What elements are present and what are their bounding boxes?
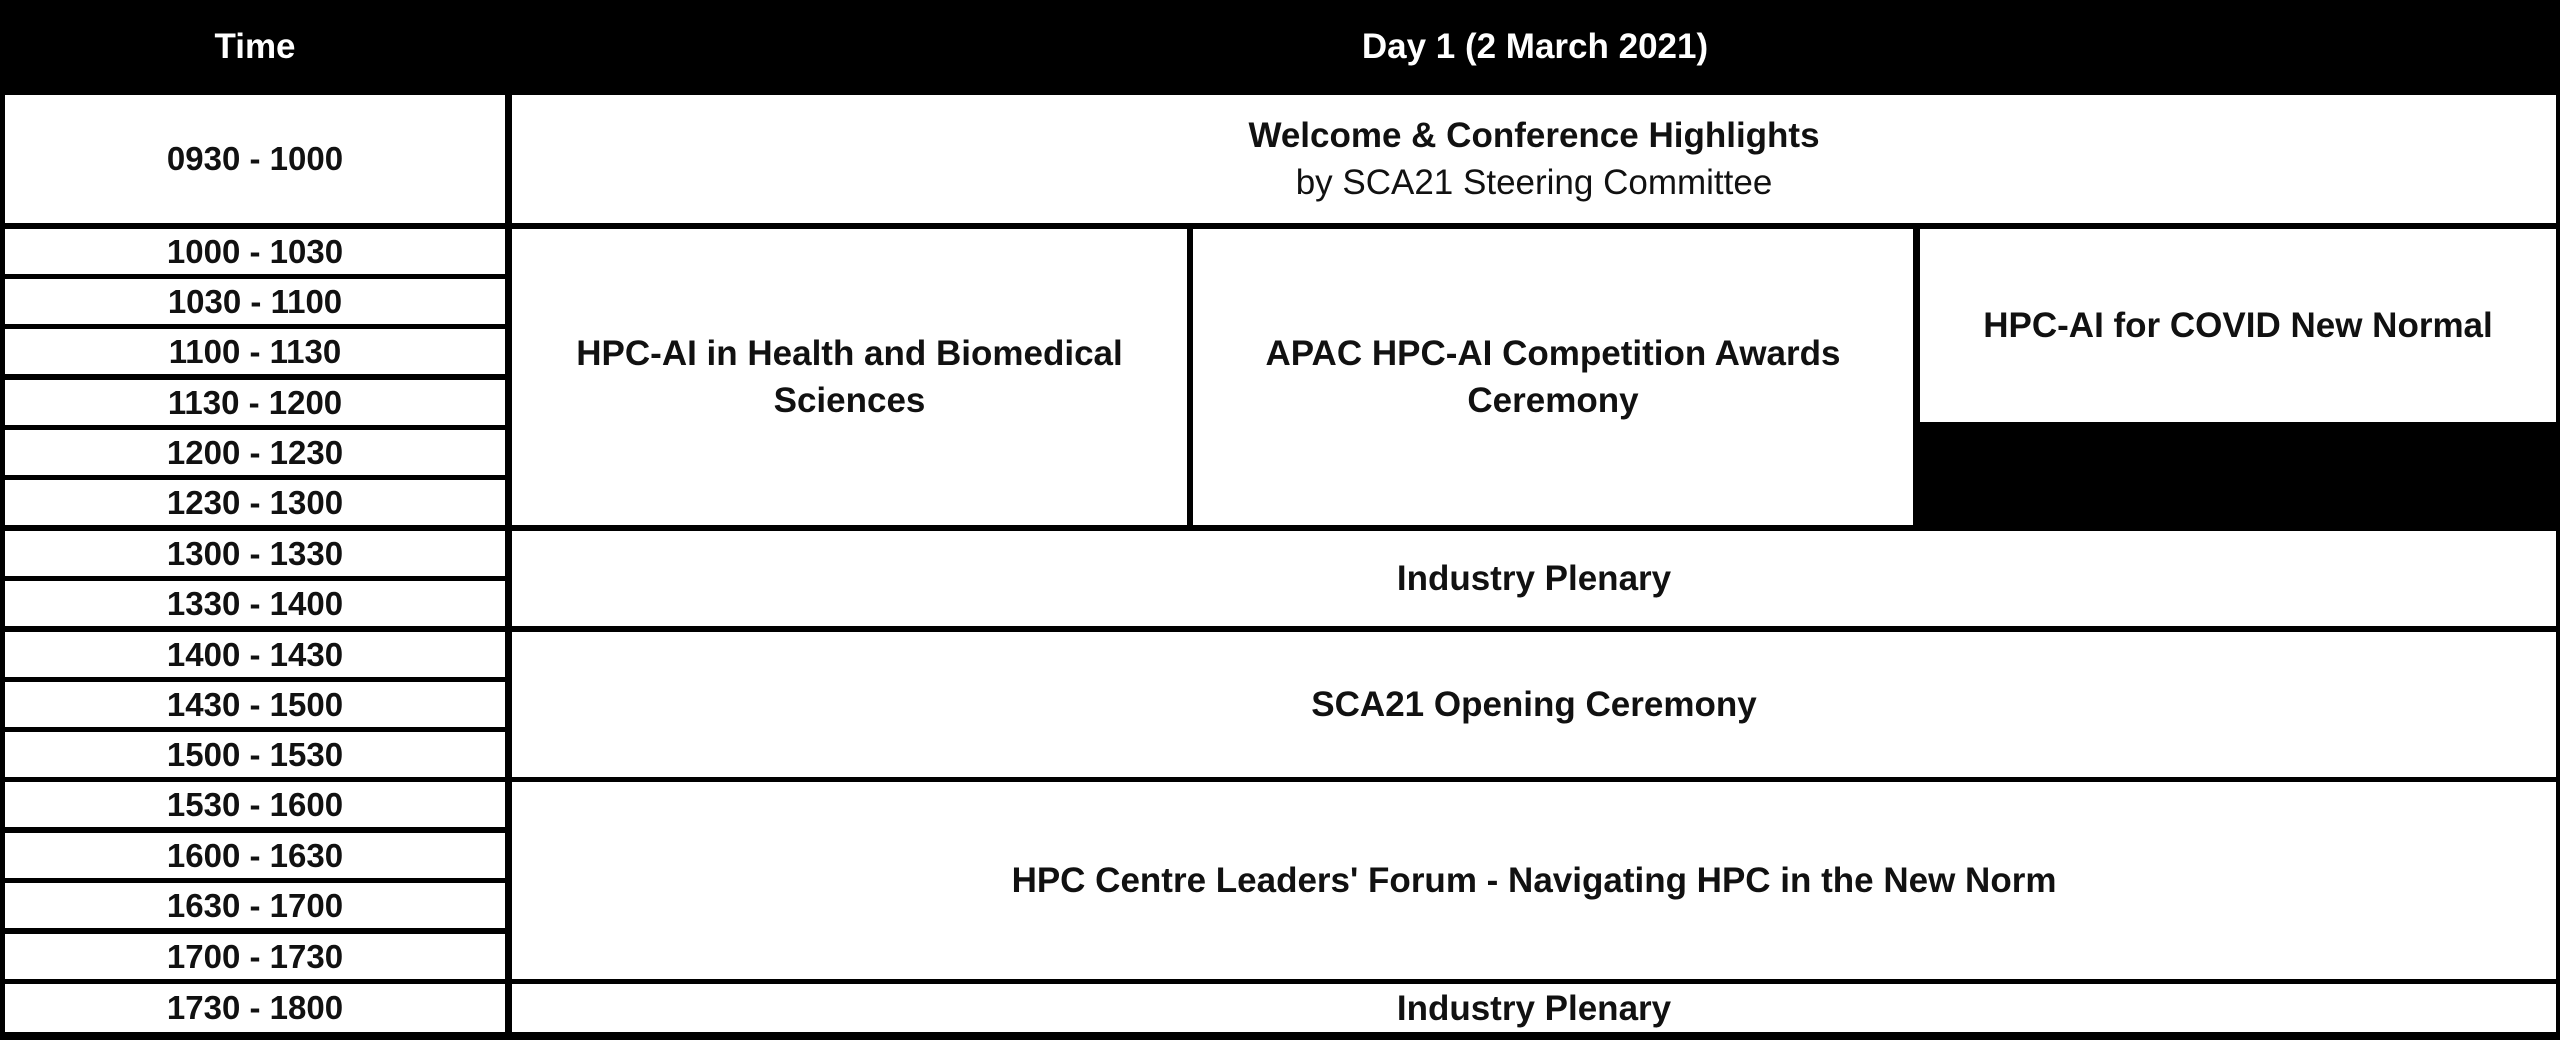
session-industry-plenary-1 xyxy=(512,531,2556,626)
time-slot: 1030 - 1100 xyxy=(5,279,505,324)
time-slot: 1530 - 1600 xyxy=(5,782,505,827)
time-slot: 1130 - 1200 xyxy=(5,380,505,425)
session-leaders-forum-title: HPC Centre Leaders' Forum - Navigating HPC in the New Norm xyxy=(1011,861,2057,900)
time-column-header: Time xyxy=(214,27,296,66)
time-slot: 1630 - 1700 xyxy=(5,883,505,928)
session-industry-plenary-2-title: Industry Plenary xyxy=(1396,988,1672,1028)
session-welcome-subtitle: by SCA21 Steering Committee xyxy=(1295,163,1773,202)
time-slot: 1300 - 1330 xyxy=(5,531,505,576)
empty-slot-filler xyxy=(1913,422,2560,526)
time-slot: 1200 - 1230 xyxy=(5,430,505,475)
time-slot: 1600 - 1630 xyxy=(5,833,505,878)
time-slot: 1230 - 1300 xyxy=(5,480,505,525)
time-slot: 1500 - 1530 xyxy=(5,732,505,777)
session-health-title: HPC-AI in Health and Biomedical Sciences xyxy=(576,334,1123,420)
session-opening-ceremony xyxy=(512,632,2556,777)
session-welcome-title: Welcome & Conference Highlights xyxy=(1248,116,1820,155)
day-column-header: Day 1 (2 March 2021) xyxy=(1361,27,1709,66)
time-slot: 0930 - 1000 xyxy=(5,95,505,223)
time-slot: 1100 - 1130 xyxy=(5,329,505,374)
time-slot: 1400 - 1430 xyxy=(5,632,505,677)
time-slot: 1700 - 1730 xyxy=(5,934,505,979)
session-welcome xyxy=(512,95,2556,223)
session-opening-ceremony-title: SCA21 Opening Ceremony xyxy=(1311,685,1757,724)
time-slot: 1000 - 1030 xyxy=(5,229,505,274)
session-industry-plenary-2 xyxy=(512,984,2556,1032)
session-leaders-forum xyxy=(512,782,2556,979)
time-slot: 1730 - 1800 xyxy=(5,984,505,1032)
session-apac-title: APAC HPC-AI Competition Awards Ceremony xyxy=(1265,334,1841,420)
session-apac xyxy=(1193,229,1913,525)
time-slot: 1430 - 1500 xyxy=(5,682,505,727)
session-health xyxy=(512,229,1187,525)
session-industry-plenary-1-title: Industry Plenary xyxy=(1396,559,1672,598)
session-covid xyxy=(1920,229,2556,422)
session-covid-title: HPC-AI for COVID New Normal xyxy=(1983,306,2493,345)
time-slot: 1330 - 1400 xyxy=(5,581,505,626)
